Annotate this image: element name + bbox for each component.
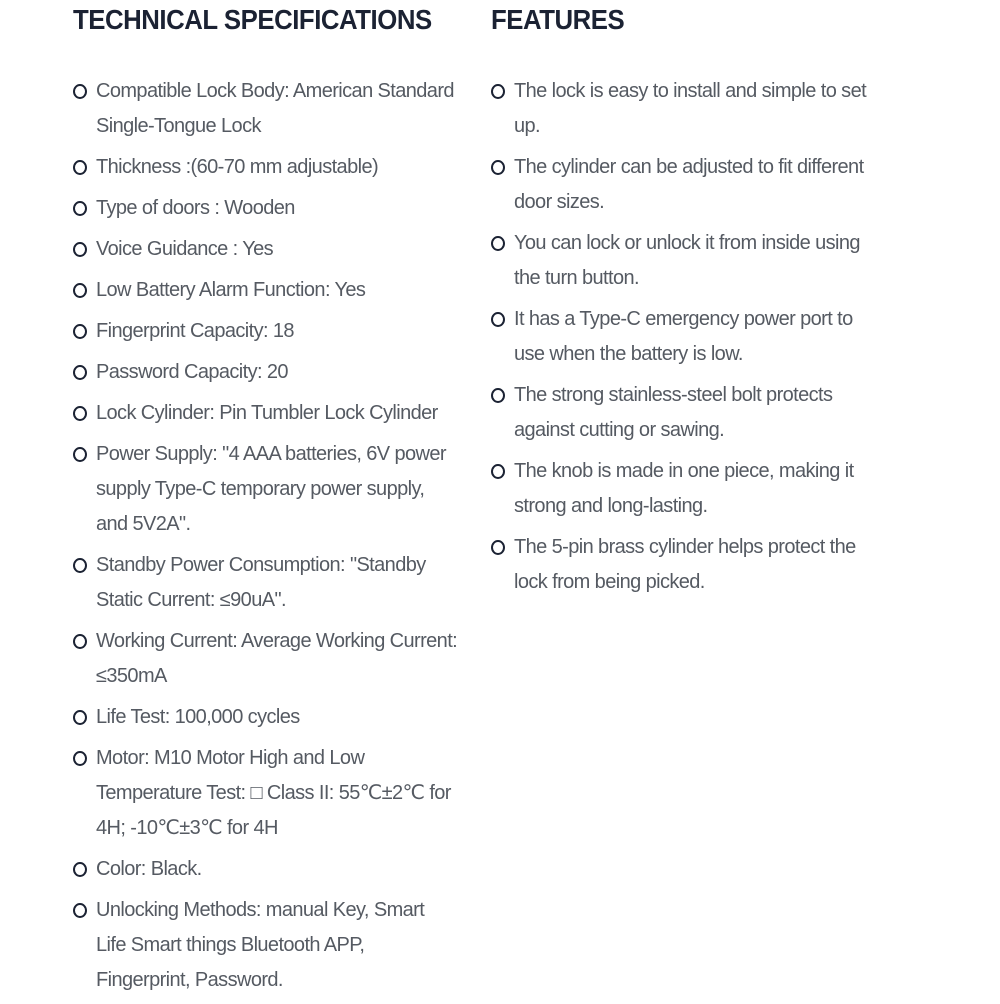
spec-item — [73, 314, 458, 349]
spec-item-text: Unlocking Methods: manual Key, Smart Life Smart things Bluetooth APP, Fingerprint, Password. — [96, 899, 425, 991]
circle-bullet-icon — [73, 862, 87, 877]
spec-item-text: Low Battery Alarm Function: Yes — [96, 279, 366, 301]
circle-bullet-icon — [73, 242, 87, 257]
feature-item — [491, 150, 871, 220]
spec-item — [73, 74, 458, 144]
circle-bullet-icon — [491, 160, 505, 175]
spec-item — [73, 741, 458, 846]
circle-bullet-icon — [73, 634, 87, 649]
spec-item — [73, 852, 458, 887]
spec-item-text: Color: Black. — [96, 858, 202, 880]
circle-bullet-icon — [73, 406, 87, 421]
circle-bullet-icon — [73, 84, 87, 99]
circle-bullet-icon — [73, 447, 87, 462]
spec-item — [73, 893, 458, 998]
spec-item-text: Password Capacity: 20 — [96, 361, 288, 383]
spec-item — [73, 191, 458, 226]
spec-item — [73, 437, 458, 542]
technical-specifications-section — [73, 0, 458, 991]
features-section — [491, 0, 871, 593]
circle-bullet-icon — [73, 710, 87, 725]
feature-item-text: The strong stainless-steel bolt protects against cutting or sawing. — [514, 384, 833, 441]
feature-item-text: It has a Type-C emergency power port to use when the battery is low. — [514, 308, 853, 365]
circle-bullet-icon — [73, 751, 87, 766]
spec-item-text: Compatible Lock Body: American Standard Single-Tongue Lock — [96, 80, 454, 137]
spec-item-text: Thickness :(60-70 mm adjustable) — [96, 156, 379, 178]
feature-item-text: You can lock or unlock it from inside using the turn button. — [514, 232, 860, 289]
circle-bullet-icon — [73, 903, 87, 918]
circle-bullet-icon — [491, 464, 505, 479]
feature-item — [491, 74, 871, 144]
spec-item-text: Lock Cylinder: Pin Tumbler Lock Cylinder — [96, 402, 438, 424]
spec-item-text: Fingerprint Capacity: 18 — [96, 320, 294, 342]
spec-item — [73, 273, 458, 308]
spec-item — [73, 232, 458, 267]
spec-item — [73, 548, 458, 618]
specifications-list — [73, 74, 458, 1004]
circle-bullet-icon — [73, 324, 87, 339]
circle-bullet-icon — [73, 558, 87, 573]
feature-item — [491, 226, 871, 296]
spec-item-text: Type of doors : Wooden — [96, 197, 295, 219]
feature-item-text: The cylinder can be adjusted to fit different door sizes. — [514, 156, 864, 213]
feature-item — [491, 530, 871, 600]
circle-bullet-icon — [73, 365, 87, 380]
spec-item-text: Voice Guidance : Yes — [96, 238, 274, 260]
spec-item-text: Life Test: 100,000 cycles — [96, 706, 300, 728]
feature-item-text: The 5-pin brass cylinder helps protect the lock from being picked. — [514, 536, 856, 593]
feature-item — [491, 302, 871, 372]
circle-bullet-icon — [73, 283, 87, 298]
circle-bullet-icon — [73, 201, 87, 216]
circle-bullet-icon — [73, 160, 87, 175]
spec-item — [73, 150, 458, 185]
technical-specifications-heading: TECHNICAL SPECIFICATIONS — [73, 4, 432, 35]
feature-item — [491, 378, 871, 448]
circle-bullet-icon — [491, 312, 505, 327]
spec-item — [73, 396, 458, 431]
spec-item — [73, 355, 458, 390]
circle-bullet-icon — [491, 540, 505, 555]
feature-item-text: The knob is made in one piece, making it strong and long-lasting. — [514, 460, 854, 517]
spec-item-text: Standby Power Consumption: "Standby Static Current: ≤90uA". — [96, 554, 426, 611]
features-list — [491, 74, 871, 606]
circle-bullet-icon — [491, 84, 505, 99]
spec-item-text: Working Current: Average Working Current: ≤350mA — [96, 630, 458, 687]
spec-item — [73, 624, 458, 694]
feature-item-text: The lock is easy to install and simple to set up. — [514, 80, 867, 137]
spec-item-text: Motor: M10 Motor High and Low Temperature Test: □ Class II: 55℃±2℃ for 4H; -10℃±3℃ for 4H — [96, 747, 451, 839]
features-heading: FEATURES — [491, 4, 625, 35]
spec-item — [73, 700, 458, 735]
spec-item-text: Power Supply: "4 AAA batteries, 6V power supply Type-C temporary power supply, and 5V2A". — [96, 443, 446, 535]
feature-item — [491, 454, 871, 524]
circle-bullet-icon — [491, 236, 505, 251]
circle-bullet-icon — [491, 388, 505, 403]
